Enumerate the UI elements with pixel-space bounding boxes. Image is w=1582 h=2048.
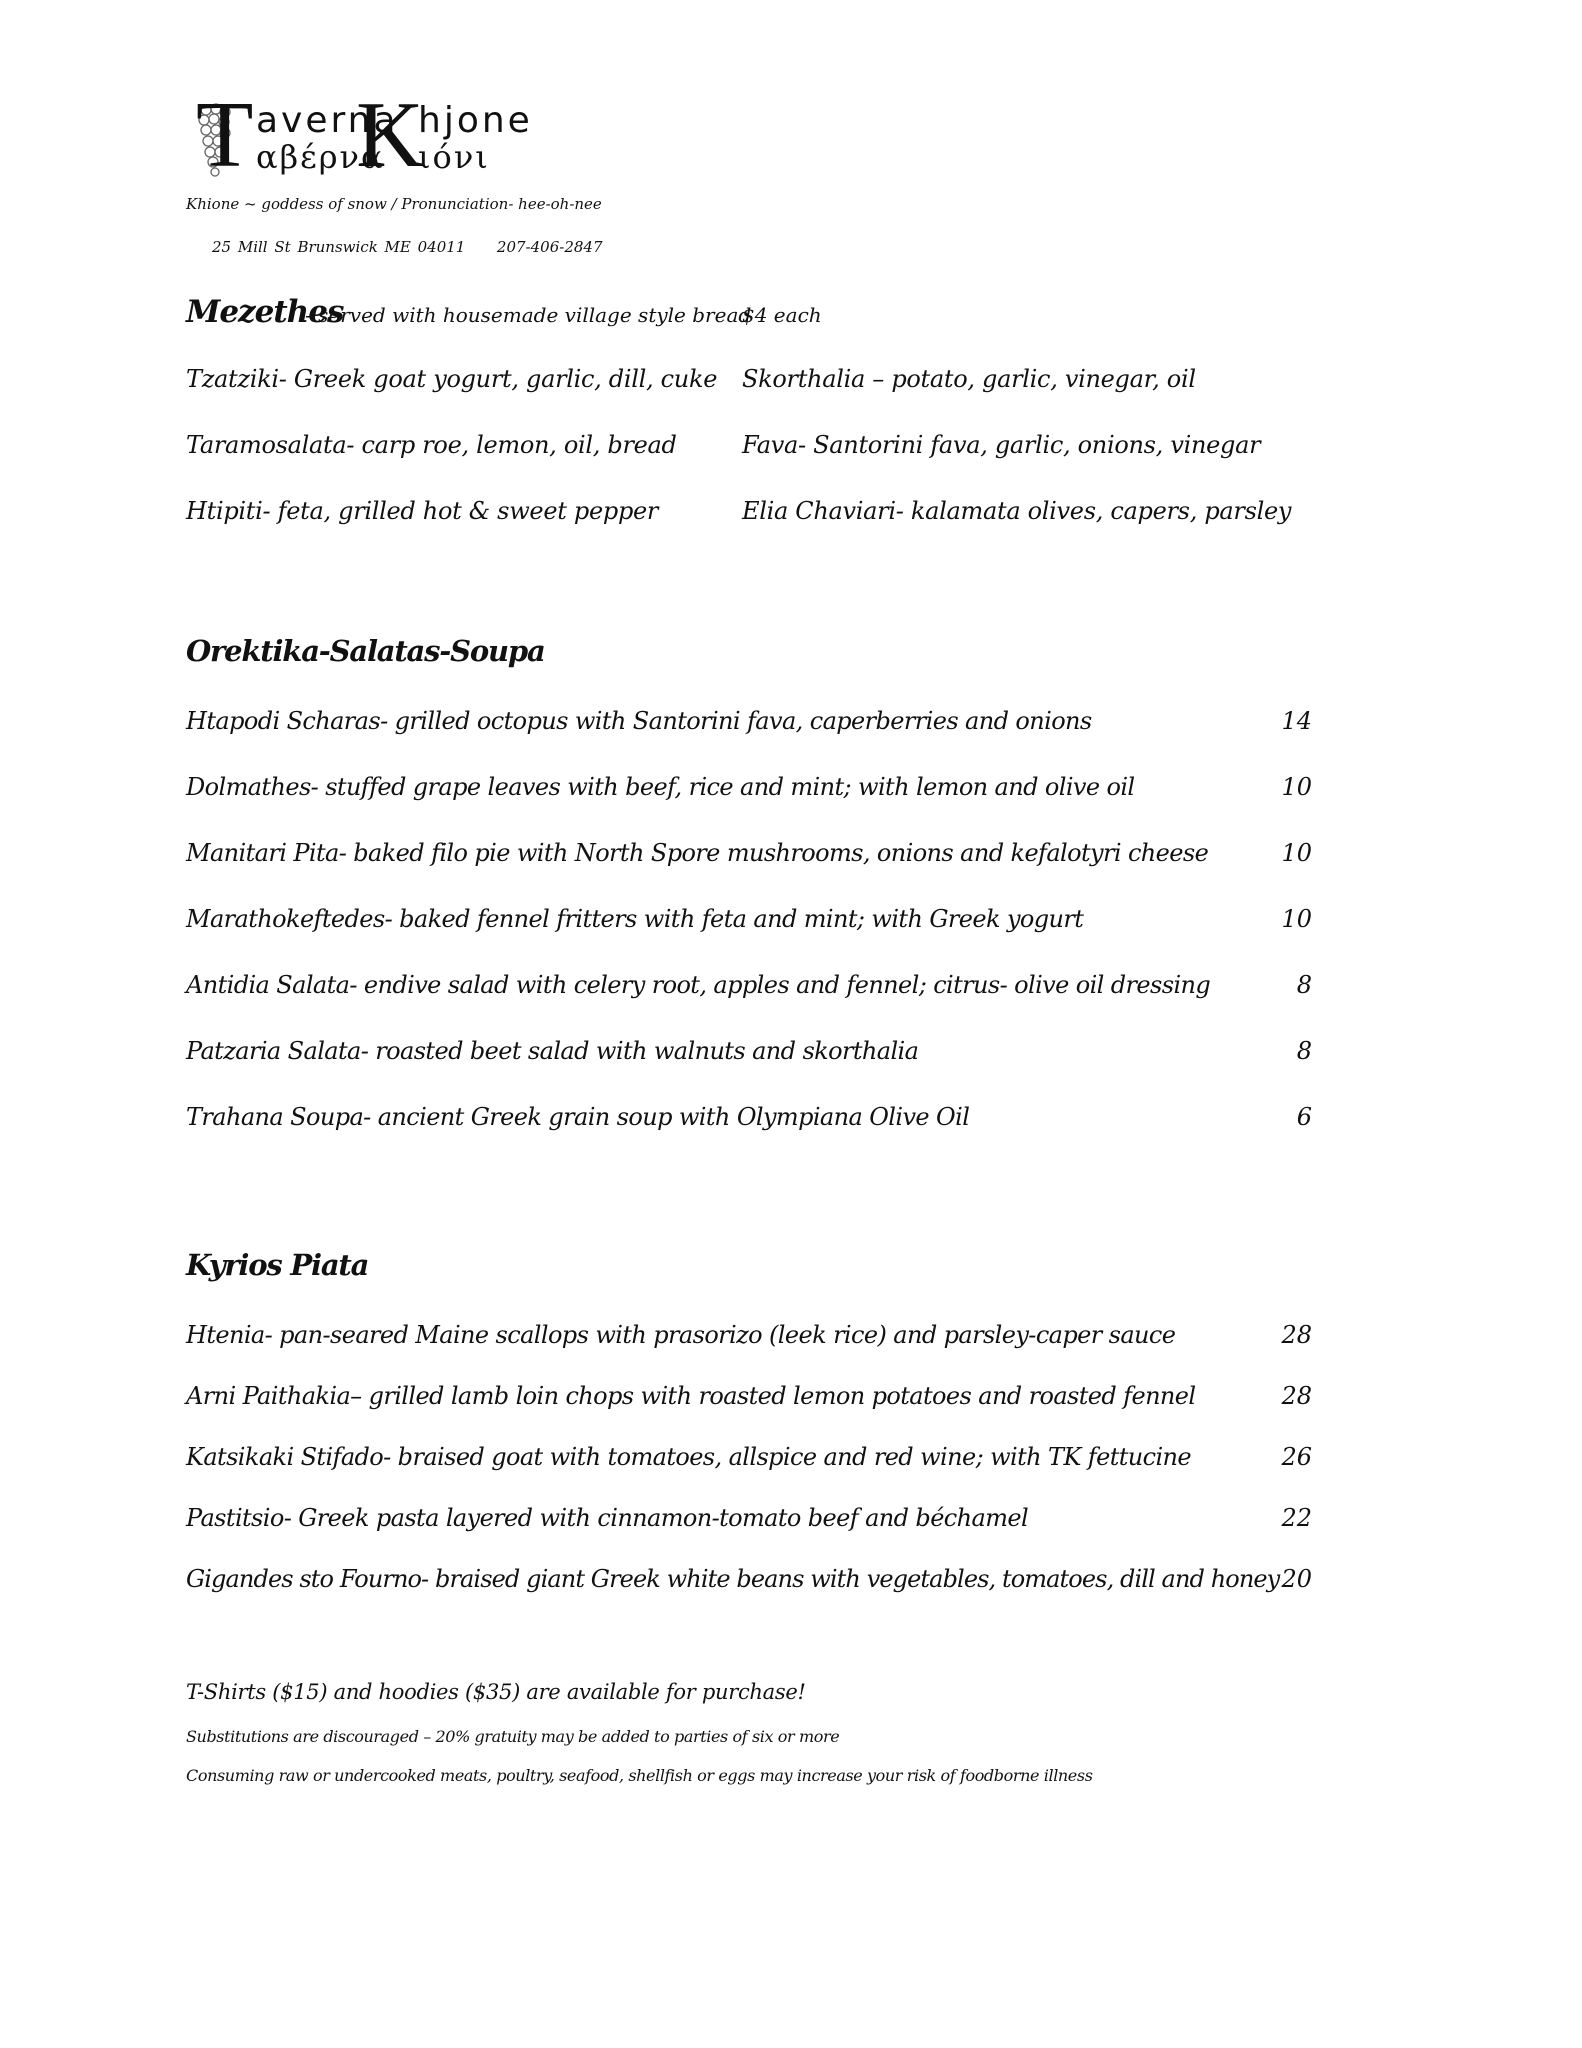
mezethes-subtitle: - served with housemade village style bread — [305, 303, 752, 327]
food-safety-warning: Consuming raw or undercooked meats, poultry, seafood, shellfish or eggs may increase your risk of foodborne illness — [186, 1766, 1093, 1785]
menu-item-price: 28 — [1281, 1321, 1312, 1349]
section-title-orektika: Orektika-Salatas-Soupa — [186, 634, 545, 668]
section-title-mezethes: Mezethes — [186, 294, 344, 330]
menu-item-name: Arni Paithakia– grilled lamb loin chops with roasted lemon potatoes and roasted fennel — [186, 1382, 1196, 1410]
menu-item-price: 8 — [1296, 971, 1312, 999]
list-item: Taramosalata- carp roe, lemon, oil, bread — [186, 431, 677, 459]
menu-item-name: Htapodi Scharas- grilled octopus with Santorini fava, caperberries and onions — [186, 707, 1092, 735]
menu-item-price: 26 — [1281, 1443, 1312, 1471]
list-item: Elia Chaviari- kalamata olives, capers, parsley — [742, 497, 1292, 525]
logo-initial-k: K — [356, 83, 424, 187]
menu-item-price: 10 — [1281, 839, 1312, 867]
menu-item-name: Dolmathes- stuffed grape leaves with beef, rice and mint; with lemon and olive oil — [186, 773, 1135, 801]
menu-item-price: 10 — [1281, 773, 1312, 801]
menu-item-price: 22 — [1281, 1504, 1312, 1532]
menu-item-name: Pastitsio- Greek pasta layered with cinnamon-tomato beef and béchamel — [186, 1504, 1029, 1532]
menu-item-name: Trahana Soupa- ancient Greek grain soup with Olympiana Olive Oil — [186, 1103, 970, 1131]
substitutions-note: Substitutions are discouraged – 20% gratuity may be added to parties of six or more — [186, 1727, 840, 1746]
menu-item-price: 6 — [1296, 1103, 1312, 1131]
phone: 207-406-2847 — [496, 238, 603, 256]
menu-item-price: 8 — [1296, 1037, 1312, 1065]
menu-item-name: Patzaria Salata- roasted beet salad with walnuts and skorthalia — [186, 1037, 919, 1065]
address-line — [212, 238, 603, 256]
menu-item-price: 28 — [1281, 1382, 1312, 1410]
list-item: Skorthalia – potato, garlic, vinegar, oil — [742, 365, 1196, 393]
logo-text-taverna: averna — [256, 100, 399, 141]
address: 25 Mill St Brunswick ME 04011 — [212, 238, 466, 256]
menu-item-name: Antidia Salata- endive salad with celery root, apples and fennel; citrus- olive oil dressing — [186, 971, 1211, 999]
list-item: Htipiti- feta, grilled hot & sweet pepper — [186, 497, 659, 525]
menu-item-name: Gigandes sto Fourno- braised giant Greek white beans with vegetables, tomatoes, dill and honey — [186, 1565, 1280, 1593]
mezethes-price-note: $4 each — [742, 303, 822, 327]
logo-text-khjone: hjone — [418, 100, 533, 141]
menu-item-price: 14 — [1281, 707, 1312, 735]
menu-item-price: 10 — [1281, 905, 1312, 933]
list-item: Tzatziki- Greek goat yogurt, garlic, dill, cuke — [186, 365, 718, 393]
restaurant-logo — [196, 83, 536, 187]
logo-greek-taverna: αβέρνα — [256, 138, 385, 176]
section-title-kyrios: Kyrios Piata — [186, 1248, 369, 1282]
tagline: Khione ~ goddess of snow / Pronunciation- hee-oh-nee — [186, 195, 602, 213]
merch-note: T-Shirts ($15) and hoodies ($35) are available for purchase! — [186, 1680, 806, 1704]
list-item: Fava- Santorini fava, garlic, onions, vinegar — [742, 431, 1261, 459]
menu-item-name: Manitari Pita- baked filo pie with North Spore mushrooms, onions and kefalotyri cheese — [186, 839, 1209, 867]
logo-initial-t: T — [196, 83, 254, 187]
logo-greek-chioni: ιόνι — [418, 138, 490, 176]
menu-item-name: Marathokeftedes- baked fennel fritters with feta and mint; with Greek yogurt — [186, 905, 1084, 933]
menu-item-price: 20 — [1281, 1565, 1312, 1593]
menu-item-name: Katsikaki Stifado- braised goat with tomatoes, allspice and red wine; with TK fettucine — [186, 1443, 1192, 1471]
menu-item-name: Htenia- pan-seared Maine scallops with prasorizo (leek rice) and parsley-caper sauce — [186, 1321, 1176, 1349]
